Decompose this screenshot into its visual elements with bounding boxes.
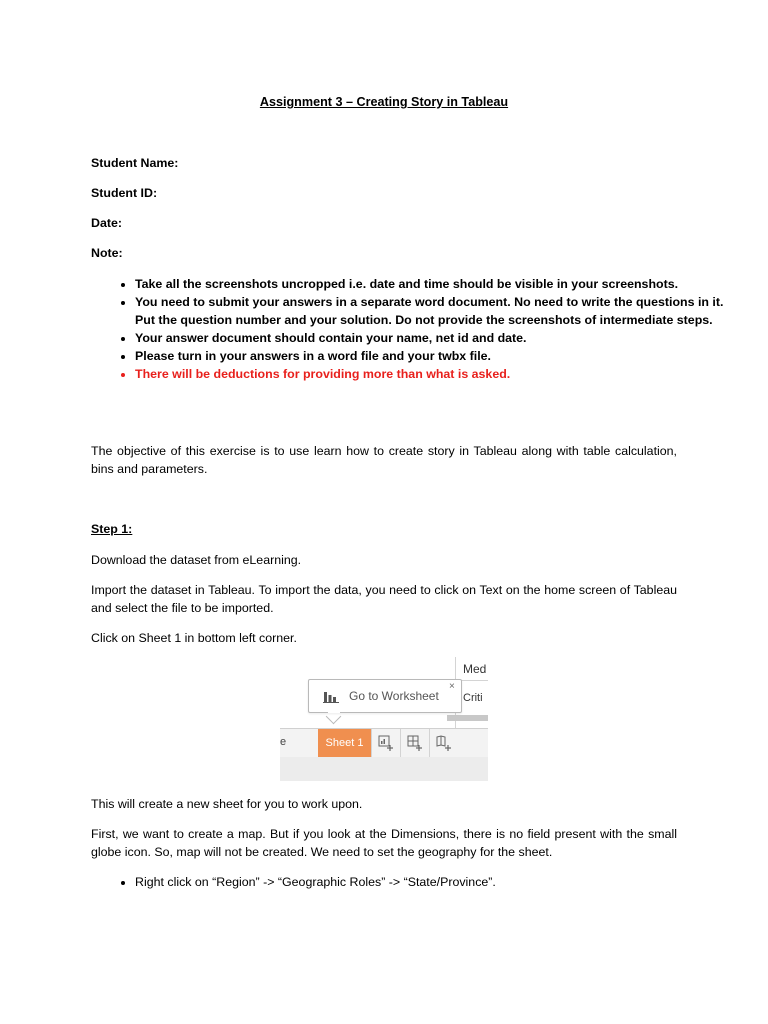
new-worksheet-button[interactable] — [371, 729, 400, 757]
new-story-button[interactable] — [429, 729, 458, 757]
student-name-label: Student Name: — [91, 156, 179, 170]
note-item-warning: • There will be deductions for providing more than what is asked. — [135, 365, 735, 383]
scrollbar[interactable] — [447, 715, 488, 721]
note-item: • Take all the screenshots uncropped i.e. date and time should be visible in your screenshots. — [135, 275, 735, 293]
go-to-worksheet-tooltip[interactable] — [308, 679, 462, 713]
tooltip-label: Go to Worksheet — [349, 689, 439, 703]
tab-previous[interactable]: e — [280, 736, 287, 748]
new-worksheet-icon — [378, 735, 394, 751]
step-1-heading: Step 1: — [91, 522, 133, 536]
tab-sheet-1[interactable]: Sheet 1 — [318, 729, 371, 757]
download-paragraph: Download the dataset from eLearning. — [91, 553, 302, 567]
close-icon[interactable]: × — [449, 681, 455, 692]
import-paragraph: Import the dataset in Tableau. To import the data, you need to click on Text on the home screen of Tableau and select the file to be imported. — [91, 583, 677, 615]
new-dashboard-button[interactable] — [400, 729, 429, 757]
new-dashboard-icon — [407, 735, 423, 751]
bar-chart-icon — [323, 689, 339, 703]
status-bar — [280, 757, 488, 781]
column-label-bottom: Criti — [463, 692, 483, 704]
new-sheet-paragraph: This will create a new sheet for you to work upon. — [91, 797, 363, 811]
click-sheet-paragraph: Click on Sheet 1 in bottom left corner. — [91, 631, 297, 645]
column-label-top: Med — [463, 662, 487, 676]
note-item: • Your answer document should contain your name, net id and date. — [135, 329, 735, 347]
sheet-tab-bar — [280, 728, 488, 758]
new-story-icon — [436, 735, 452, 751]
notes-list — [91, 275, 735, 383]
map-intro-paragraph: First, we want to create a map. But if you look at the Dimensions, there is no field present with the small globe icon. So, map will not be created. We need to set the geography for the sheet. — [91, 827, 677, 859]
student-id-label: Student ID: — [91, 186, 158, 200]
instruction-list — [91, 873, 721, 891]
date-label: Date: — [91, 216, 122, 230]
note-label: Note: — [91, 246, 123, 260]
tooltip-arrow-mask — [328, 709, 340, 713]
instruction-item: • Right click on “Region” -> “Geographic Roles” -> “State/Province”. — [135, 873, 721, 891]
document-title: Assignment 3 – Creating Story in Tableau — [259, 95, 509, 109]
note-item: • Please turn in your answers in a word file and your twbx file. — [135, 347, 735, 365]
objective-paragraph: The objective of this exercise is to use learn how to create story in Tableau along with table calculation, bins and parameters. — [91, 444, 677, 476]
tableau-screenshot — [280, 657, 488, 781]
note-item: • You need to submit your answers in a separate word document. No need to write the questions in it. Put the question number and your solution. Do not provide the screenshots of intermediate steps. — [135, 293, 735, 329]
